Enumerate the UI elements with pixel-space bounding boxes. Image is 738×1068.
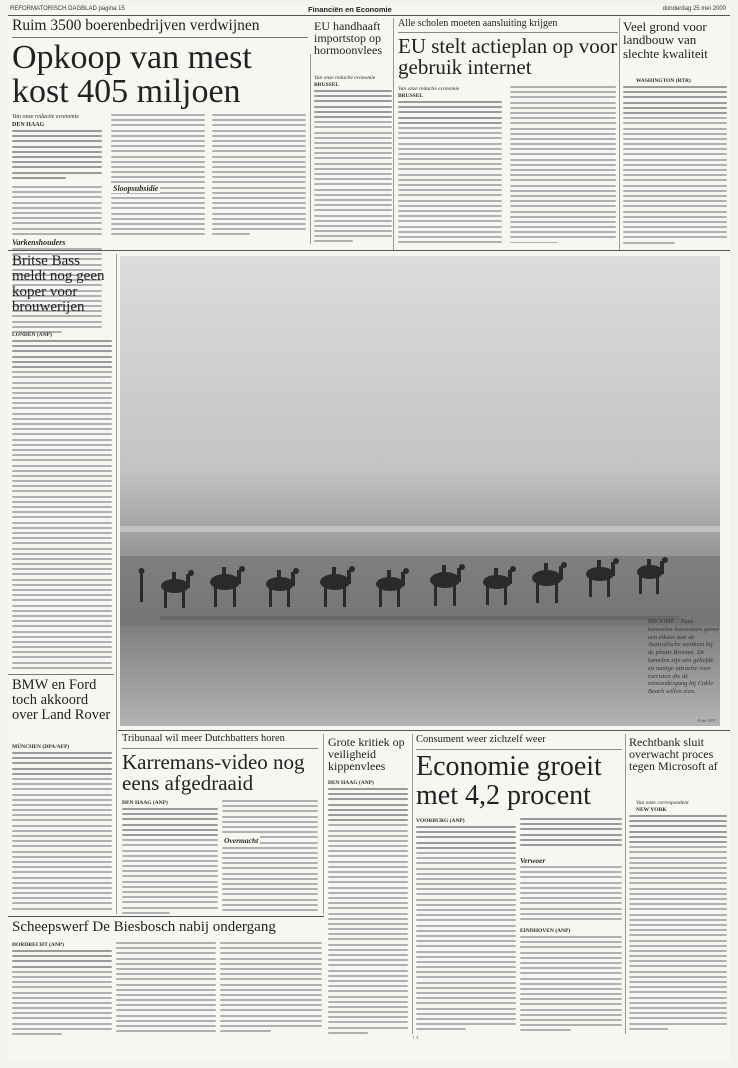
article-dateline: DEN HAAG (ANP) xyxy=(122,800,168,806)
article-dateline: DEN HAAG xyxy=(12,122,45,128)
article-headline: Britse Bass meldt nog geen koper voor brouwerijen xyxy=(12,253,105,315)
column-divider xyxy=(323,734,324,914)
article-text xyxy=(220,942,322,1036)
masthead-right: donderdag 25 mei 2000 xyxy=(662,6,726,12)
article-text xyxy=(520,866,622,926)
article-dateline: DEN HAAG (ANP) xyxy=(328,780,374,786)
article-text xyxy=(12,950,112,1036)
article-byline: Van onze redactie economie xyxy=(314,75,376,81)
article-dateline: BRUSSEL xyxy=(314,82,340,88)
article-text xyxy=(122,808,218,914)
kicker-rule xyxy=(416,749,622,750)
column-divider xyxy=(412,734,413,1034)
article-text xyxy=(12,186,102,236)
article-kicker: Tribunaal wil meer Dutchbatters horen xyxy=(122,733,285,744)
article-text xyxy=(222,800,318,914)
article-byline: Van onze correspondent xyxy=(636,800,689,806)
subhead: Varkenshouders xyxy=(12,238,66,247)
kicker-rule xyxy=(12,37,308,38)
article-text xyxy=(510,86,616,243)
subhead: Overmacht xyxy=(224,836,259,845)
article-rule xyxy=(8,674,114,675)
subhead: Verwoer xyxy=(520,856,546,865)
column-divider xyxy=(116,254,117,914)
article-dateline: NEW YORK xyxy=(636,807,667,813)
column-divider xyxy=(310,54,311,244)
article-text xyxy=(111,114,205,242)
article-headline: Veel grond voor landbouw van slechte kwaliteit xyxy=(623,19,708,61)
masthead-rule xyxy=(8,15,730,16)
article-kicker: Ruim 3500 boerenbedrijven verdwijnen xyxy=(12,17,260,34)
column-divider xyxy=(625,734,626,1034)
article-headline: Opkoop van mest kost 405 miljoen xyxy=(12,39,252,110)
kicker-rule xyxy=(122,748,318,749)
article-text xyxy=(520,936,622,1036)
article-headline: Grote kritiek op veiligheid kippenvlees xyxy=(328,735,405,774)
article-text xyxy=(12,340,112,672)
article-dateline: BRUSSEL xyxy=(398,93,424,99)
article-headline: BMW en Ford toch akkoord over Land Rover xyxy=(12,677,111,723)
article-kicker: Alle scholen moeten aansluiting krijgen xyxy=(398,18,558,29)
section-rule xyxy=(8,250,730,251)
masthead-left: REFORMATORISCH DAGBLAD pagina 15 xyxy=(10,6,125,12)
article-headline: Karremans-video nog eens afgedraaid xyxy=(122,750,305,796)
article-headline: Economie groeit met 4,2 procent xyxy=(416,751,602,811)
subhead: EINDHOVEN (ANP) xyxy=(520,928,571,934)
column-divider xyxy=(619,18,620,250)
article-text xyxy=(212,114,306,242)
article-kicker: Consument weer zichzelf weer xyxy=(416,734,546,745)
article-byline: Van onze redactie economie xyxy=(398,86,460,92)
camel-caravan-image xyxy=(120,256,720,726)
article-headline: Rechtbank sluit overwacht proces tegen Microsoft af xyxy=(629,735,718,774)
article-dateline: DORDRECHT (ANP) xyxy=(12,942,64,948)
article-text xyxy=(623,86,727,244)
article-text xyxy=(12,130,102,180)
photo-caption: BROOME - Twee kameelen-karavanen geven een elkaar aan de Australische westkust bij de plaats Broome. De kamelen zijn een geliefde en nuttige attractie voor toeristen die de zonsondergang bij Cable Beach willen zien. xyxy=(648,618,719,696)
article-dateline: LONDEN (ANP) xyxy=(12,332,52,338)
article-headline: EU handhaaft importstop op hormoonvlees xyxy=(314,19,382,58)
newspaper-page xyxy=(8,6,730,1062)
article-dateline: VOORBURG (ANP) xyxy=(416,818,465,824)
article-dateline: WASHINGTON (RTR) xyxy=(636,78,691,84)
column-divider xyxy=(393,18,394,250)
kicker-rule xyxy=(398,32,618,33)
article-text xyxy=(314,90,392,242)
article-text xyxy=(328,788,408,1036)
section-rule xyxy=(8,916,324,917)
article-text xyxy=(520,818,622,854)
section-rule xyxy=(118,730,730,731)
article-text xyxy=(416,826,516,1036)
article-headline: Scheepswerf De Biesbosch nabij ondergang xyxy=(12,919,276,935)
article-headline: EU stelt actieplan op voor gebruik internet xyxy=(398,34,618,80)
article-text xyxy=(116,942,216,1036)
article-text xyxy=(12,752,112,912)
photo-credit: Foto AFP xyxy=(698,718,716,723)
article-byline: Van onze redactie economie xyxy=(12,114,79,120)
camel-photo xyxy=(120,256,720,726)
article-dateline: MÜNCHEN (DPA/AFP) xyxy=(12,744,70,750)
article-text xyxy=(398,101,502,243)
subhead: Sloopsubsidie xyxy=(113,184,159,193)
article-text xyxy=(629,815,727,1035)
page-footer-mark: 1 4 xyxy=(412,1036,419,1041)
masthead-center: Financiën en Economie xyxy=(308,5,392,14)
